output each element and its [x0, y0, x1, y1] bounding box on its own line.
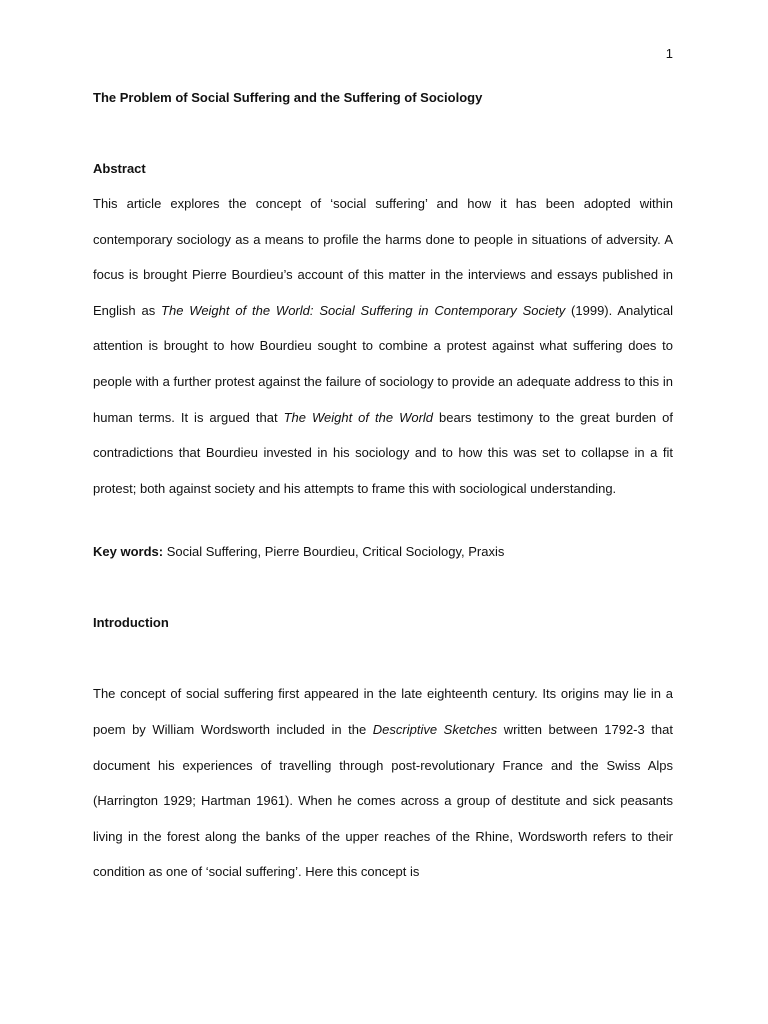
keywords-line: [93, 542, 673, 562]
keywords-label: Key words:: [93, 544, 164, 560]
abstract-book-title-short: The Weight of the World: [283, 409, 434, 425]
introduction-heading: Introduction: [93, 615, 169, 631]
abstract-paragraph: [93, 186, 673, 506]
keywords-text: Social Suffering, Pierre Bourdieu, Critical Sociology, Praxis: [163, 544, 505, 560]
abstract-text-2: (1999). Analytical attention is brought to how Bourdieu sought to combine a protest against what suffering does to people with a further protest against the failure of sociology to provide an adequate address to this in human terms. It is argued that: [93, 302, 673, 425]
intro-text-1: The concept of social suffering first appeared in the late eighteenth century. Its origins may lie in a poem by William Wordsworth included in the: [93, 686, 673, 737]
abstract-book-title-full: The Weight of the World: Social Suffering in Contemporary Society: [161, 302, 566, 318]
page-number: 1: [665, 46, 673, 61]
introduction-paragraph: [93, 676, 673, 890]
document-title: The Problem of Social Suffering and the Suffering of Sociology: [93, 90, 483, 105]
abstract-text-3: bears testimony to the great burden of contradictions that Bourdieu invested in his sociology and to how this was set to collapse in a fit protest; both against society and his attempts to frame this with sociological understanding.: [93, 409, 673, 496]
abstract-heading: Abstract: [93, 161, 146, 176]
intro-text-2: written between 1792-3 that document his experiences of travelling through post-revolutionary France and the Swiss Alps (Harrington 1929; Hartman 1961). When he comes across a group of destitute and sick peasants living in the forest along the banks of the upper reaches of the Rhine, Wordsworth refers to their condition as one of ‘social suffering’. Here this concept is: [93, 721, 673, 880]
document-content: [93, 88, 673, 890]
abstract-text-1: This article explores the concept of ‘social suffering’ and how it has been adopted within contemporary sociology as a means to profile the harms done to people in situations of adversity. A focus is brought Pierre Bourdieu’s account of this matter in the interviews and essays published in English as: [93, 196, 673, 318]
intro-work-title: Descriptive Sketches: [372, 721, 498, 737]
